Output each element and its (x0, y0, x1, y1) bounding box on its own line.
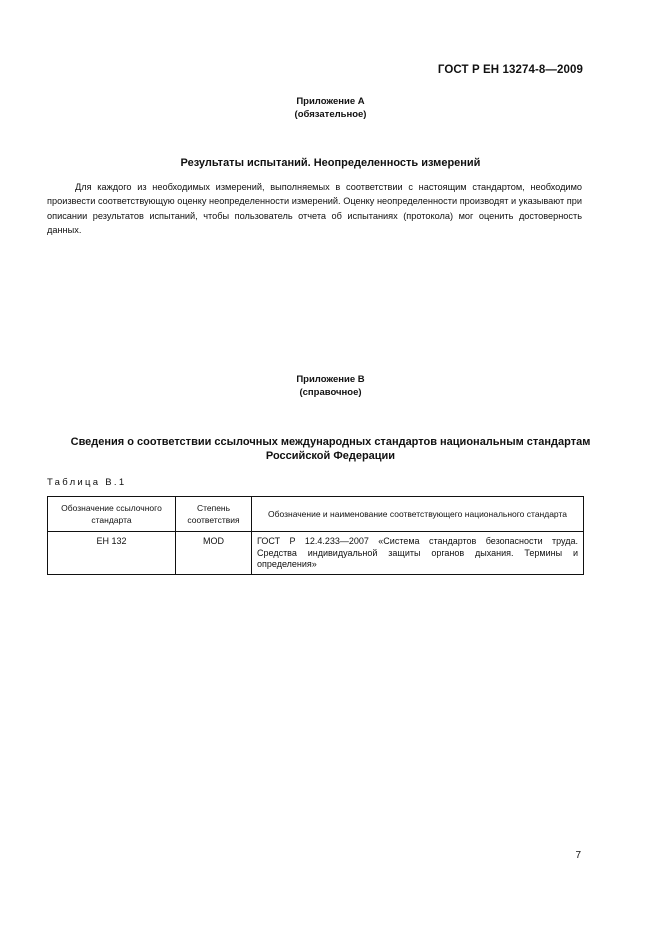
cell-national-standard: ГОСТ Р 12.4.233—2007 «Система стандартов безопасности труда. Средства индивидуальной защиты органов дыхания. Термины и определения» (252, 532, 584, 575)
cell-degree-of-conformity: MOD (176, 532, 252, 575)
annex-a-heading: Результаты испытаний. Неопределенность измерений (180, 157, 481, 169)
annex-b-heading-line2: Российской Федерации (265, 450, 396, 462)
page-number: 7 (575, 850, 581, 861)
cell-reference-standard: ЕН 132 (48, 532, 176, 575)
annex-b-title: Приложение В (296, 374, 365, 385)
header-reference-standard: Обозначение ссылочного стандарта (48, 497, 176, 532)
annex-b-status: (справочное) (299, 387, 362, 398)
header-degree-of-conformity: Степень соответствия (176, 497, 252, 532)
reference-table (47, 496, 584, 575)
header-national-standard: Обозначение и наименование соответствующего национального стандарта (252, 497, 584, 532)
table-caption: Таблица В.1 (47, 477, 127, 488)
annex-a-paragraph: Для каждого из необходимых измерений, выполняемых в соответствии с настоящим стандартом, необходимо произвести соответствующую оценку неопределенности измерений. Оценку неопределенности производят и указывают при описании результатов испытаний, чтобы пользователь отчета об испытаниях (протокола) мог оценить достоверность данных. (47, 182, 582, 236)
annex-a-status: (обязательное) (294, 109, 367, 120)
annex-a-title: Приложение А (296, 96, 365, 107)
document-code: ГОСТ Р ЕН 13274-8—2009 (437, 64, 583, 76)
annex-b-heading-line1: Сведения о соответствии ссылочных международных стандартов национальным стандартам (70, 436, 591, 448)
table-row (48, 532, 584, 575)
table-header-row (48, 497, 584, 532)
